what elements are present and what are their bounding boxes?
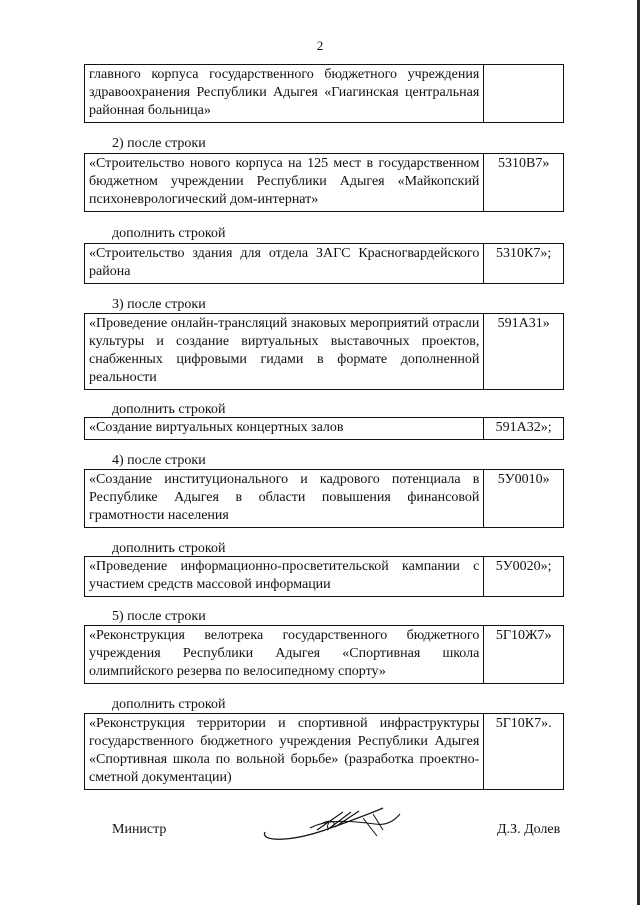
row-code: 5310К7»;: [484, 244, 564, 284]
row-code: [484, 65, 564, 123]
signature: [255, 790, 405, 850]
row-text: «Строительство здания для отдела ЗАГС Красногвардейского района: [85, 244, 484, 284]
instruction-add-line: дополнить строкой: [112, 402, 226, 417]
row-code: 591А32»;: [484, 418, 564, 440]
table-row: [84, 625, 564, 684]
row-text: «Создание институционального и кадрового потенциала в Республике Адыгея в области повышения финансовой грамотности населения: [85, 470, 484, 528]
table-row: [84, 313, 564, 390]
row-code: 5Г10Ж7»: [484, 626, 564, 684]
instruction-after-line: 4) после строки: [112, 453, 206, 468]
page-number: 2: [316, 38, 324, 53]
instruction-after-line: 3) после строки: [112, 297, 206, 312]
instruction-add-line: дополнить строкой: [112, 697, 226, 712]
table-row: [84, 417, 564, 440]
row-code: 5310В7»: [484, 154, 564, 212]
table-row: [84, 64, 564, 123]
table-row: [84, 713, 564, 790]
row-text: «Реконструкция территории и спортивной инфраструктуры государственного бюджетного учреждения Республики Адыгея «Спортивная школа по вольной борьбе» (разработка проектно-сметной документации): [85, 714, 484, 790]
row-text: «Реконструкция велотрека государственного бюджетного учреждения Республики Адыгея «Спортивная школа олимпийского резерва по велосипедному спорту»: [85, 626, 484, 684]
row-code: 5У0020»;: [484, 557, 564, 597]
table-row: [84, 153, 564, 212]
table-row: [84, 243, 564, 284]
signatory-name: Д.З. Долев: [497, 822, 561, 837]
instruction-after-line: 5) после строки: [112, 609, 206, 624]
row-text: «Проведение информационно-просветительской кампании с участием средств массовой информации: [85, 557, 484, 597]
instruction-after-line: 2) после строки: [112, 136, 206, 151]
row-code: 5Г10К7».: [484, 714, 564, 790]
row-code: 591А31»: [484, 314, 564, 390]
row-text: главного корпуса государственного бюджетного учреждения здравоохранения Республики Адыгея «Гиагинская центральная районная больница»: [85, 65, 484, 123]
row-text: «Проведение онлайн-трансляций знаковых мероприятий отрасли культуры и создание виртуальных выставочных проектов, снабженных цифровыми гидами в формате дополненной реальности: [85, 314, 484, 390]
instruction-add-line: дополнить строкой: [112, 226, 226, 241]
instruction-add-line: дополнить строкой: [112, 541, 226, 556]
table-row: [84, 556, 564, 597]
table-row: [84, 469, 564, 528]
row-code: 5У0010»: [484, 470, 564, 528]
signatory-position: Министр: [112, 822, 167, 837]
row-text: «Строительство нового корпуса на 125 мест в государственном бюджетном учреждении Республики Адыгея «Майкопский психоневрологический дом-интернат»: [85, 154, 484, 212]
row-text: «Создание виртуальных концертных залов: [85, 418, 484, 440]
